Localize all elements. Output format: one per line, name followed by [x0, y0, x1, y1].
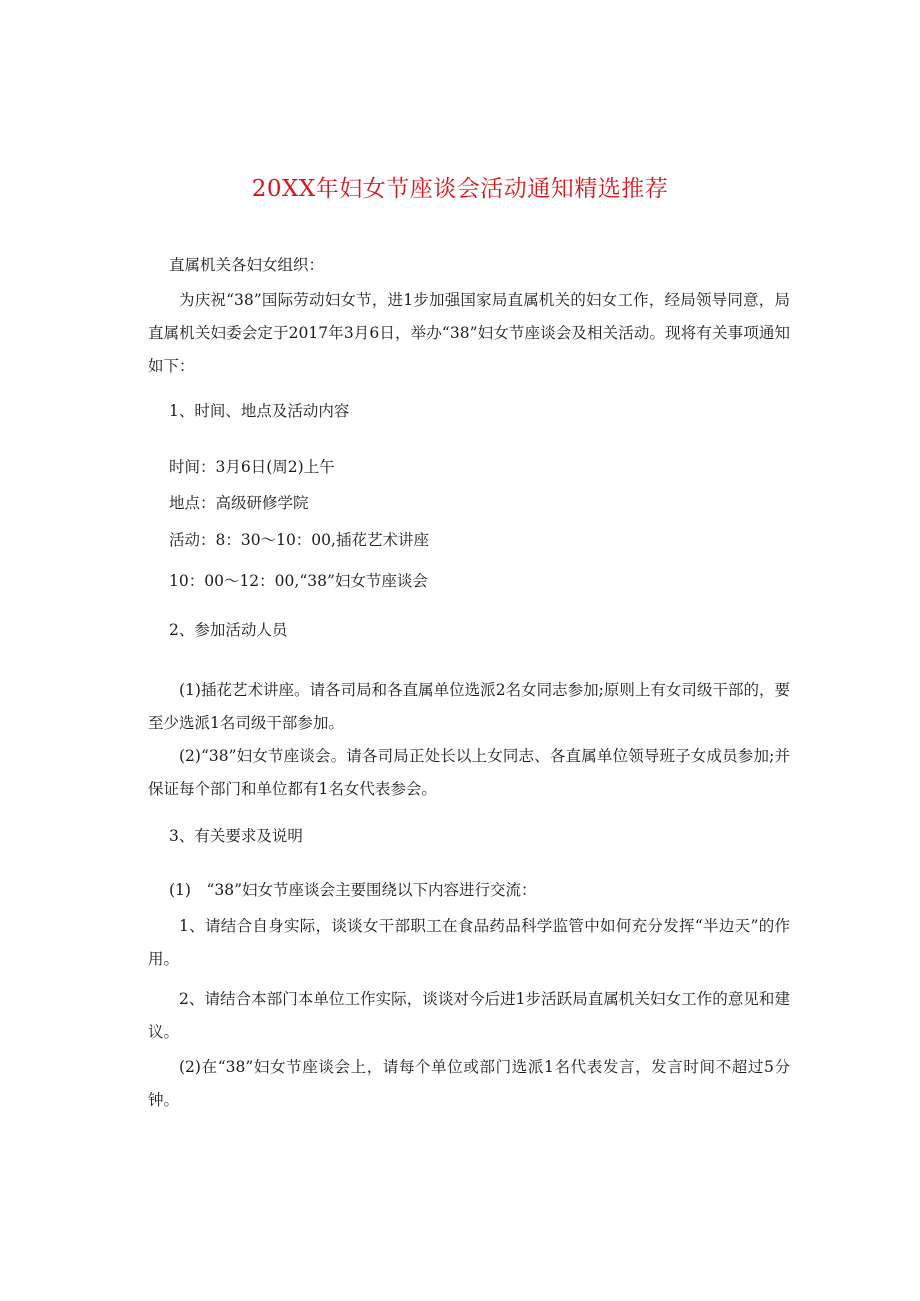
salutation: 直属机关各妇女组织：: [169, 256, 325, 274]
participants-item-1: (1)插花艺术讲座。请各司局和各直属单位选派2名女同志参加;原则上有女司级干部的，要至少选派1名司级干部参加。: [148, 681, 790, 732]
participants-item-2: (2)“38”妇女节座谈会。请各司局正处长以上女同志、各直属单位领导班子女成员参加;并保证每个部门和单位都有1名女代表参会。: [148, 747, 790, 798]
event-activity-1: 活动：8：30～10：00,插花艺术讲座: [169, 531, 429, 549]
document-title: 20XX年妇女节座谈会活动通知精选推荐: [251, 176, 669, 202]
section-2-heading: 2、参加活动人员: [169, 621, 288, 639]
requirement-item-2: (2)在“38”妇女节座谈会上，请每个单位或部门选派1名代表发言，发言时间不超过5分钟。: [148, 1058, 790, 1109]
section-1-heading: 1、时间、地点及活动内容: [169, 402, 350, 420]
event-time: 时间：3月6日(周2)上午: [169, 458, 335, 476]
intro-paragraph: 为庆祝“38”国际劳动妇女节，进1步加强国家局直属机关的妇女工作，经局领导同意，局直属机关妇委会定于2017年3月6日，举办“38”妇女节座谈会及相关活动。现将有关事项通知如下：: [148, 291, 790, 375]
requirement-item-1: (1) “38”妇女节座谈会主要围绕以下内容进行交流：: [169, 881, 537, 899]
requirement-sub-2: 2、请结合本部门本单位工作实际，谈谈对今后进1步活跃局直属机关妇女工作的意见和建议。: [148, 990, 790, 1041]
section-3-heading: 3、有关要求及说明: [169, 827, 303, 845]
event-place: 地点：高级研修学院: [169, 494, 309, 512]
requirement-sub-1: 1、请结合自身实际，谈谈女干部职工在食品药品科学监管中如何充分发挥“半边天”的作用。: [148, 917, 790, 968]
event-activity-2: 10：00～12：00,“38”妇女节座谈会: [169, 572, 428, 590]
